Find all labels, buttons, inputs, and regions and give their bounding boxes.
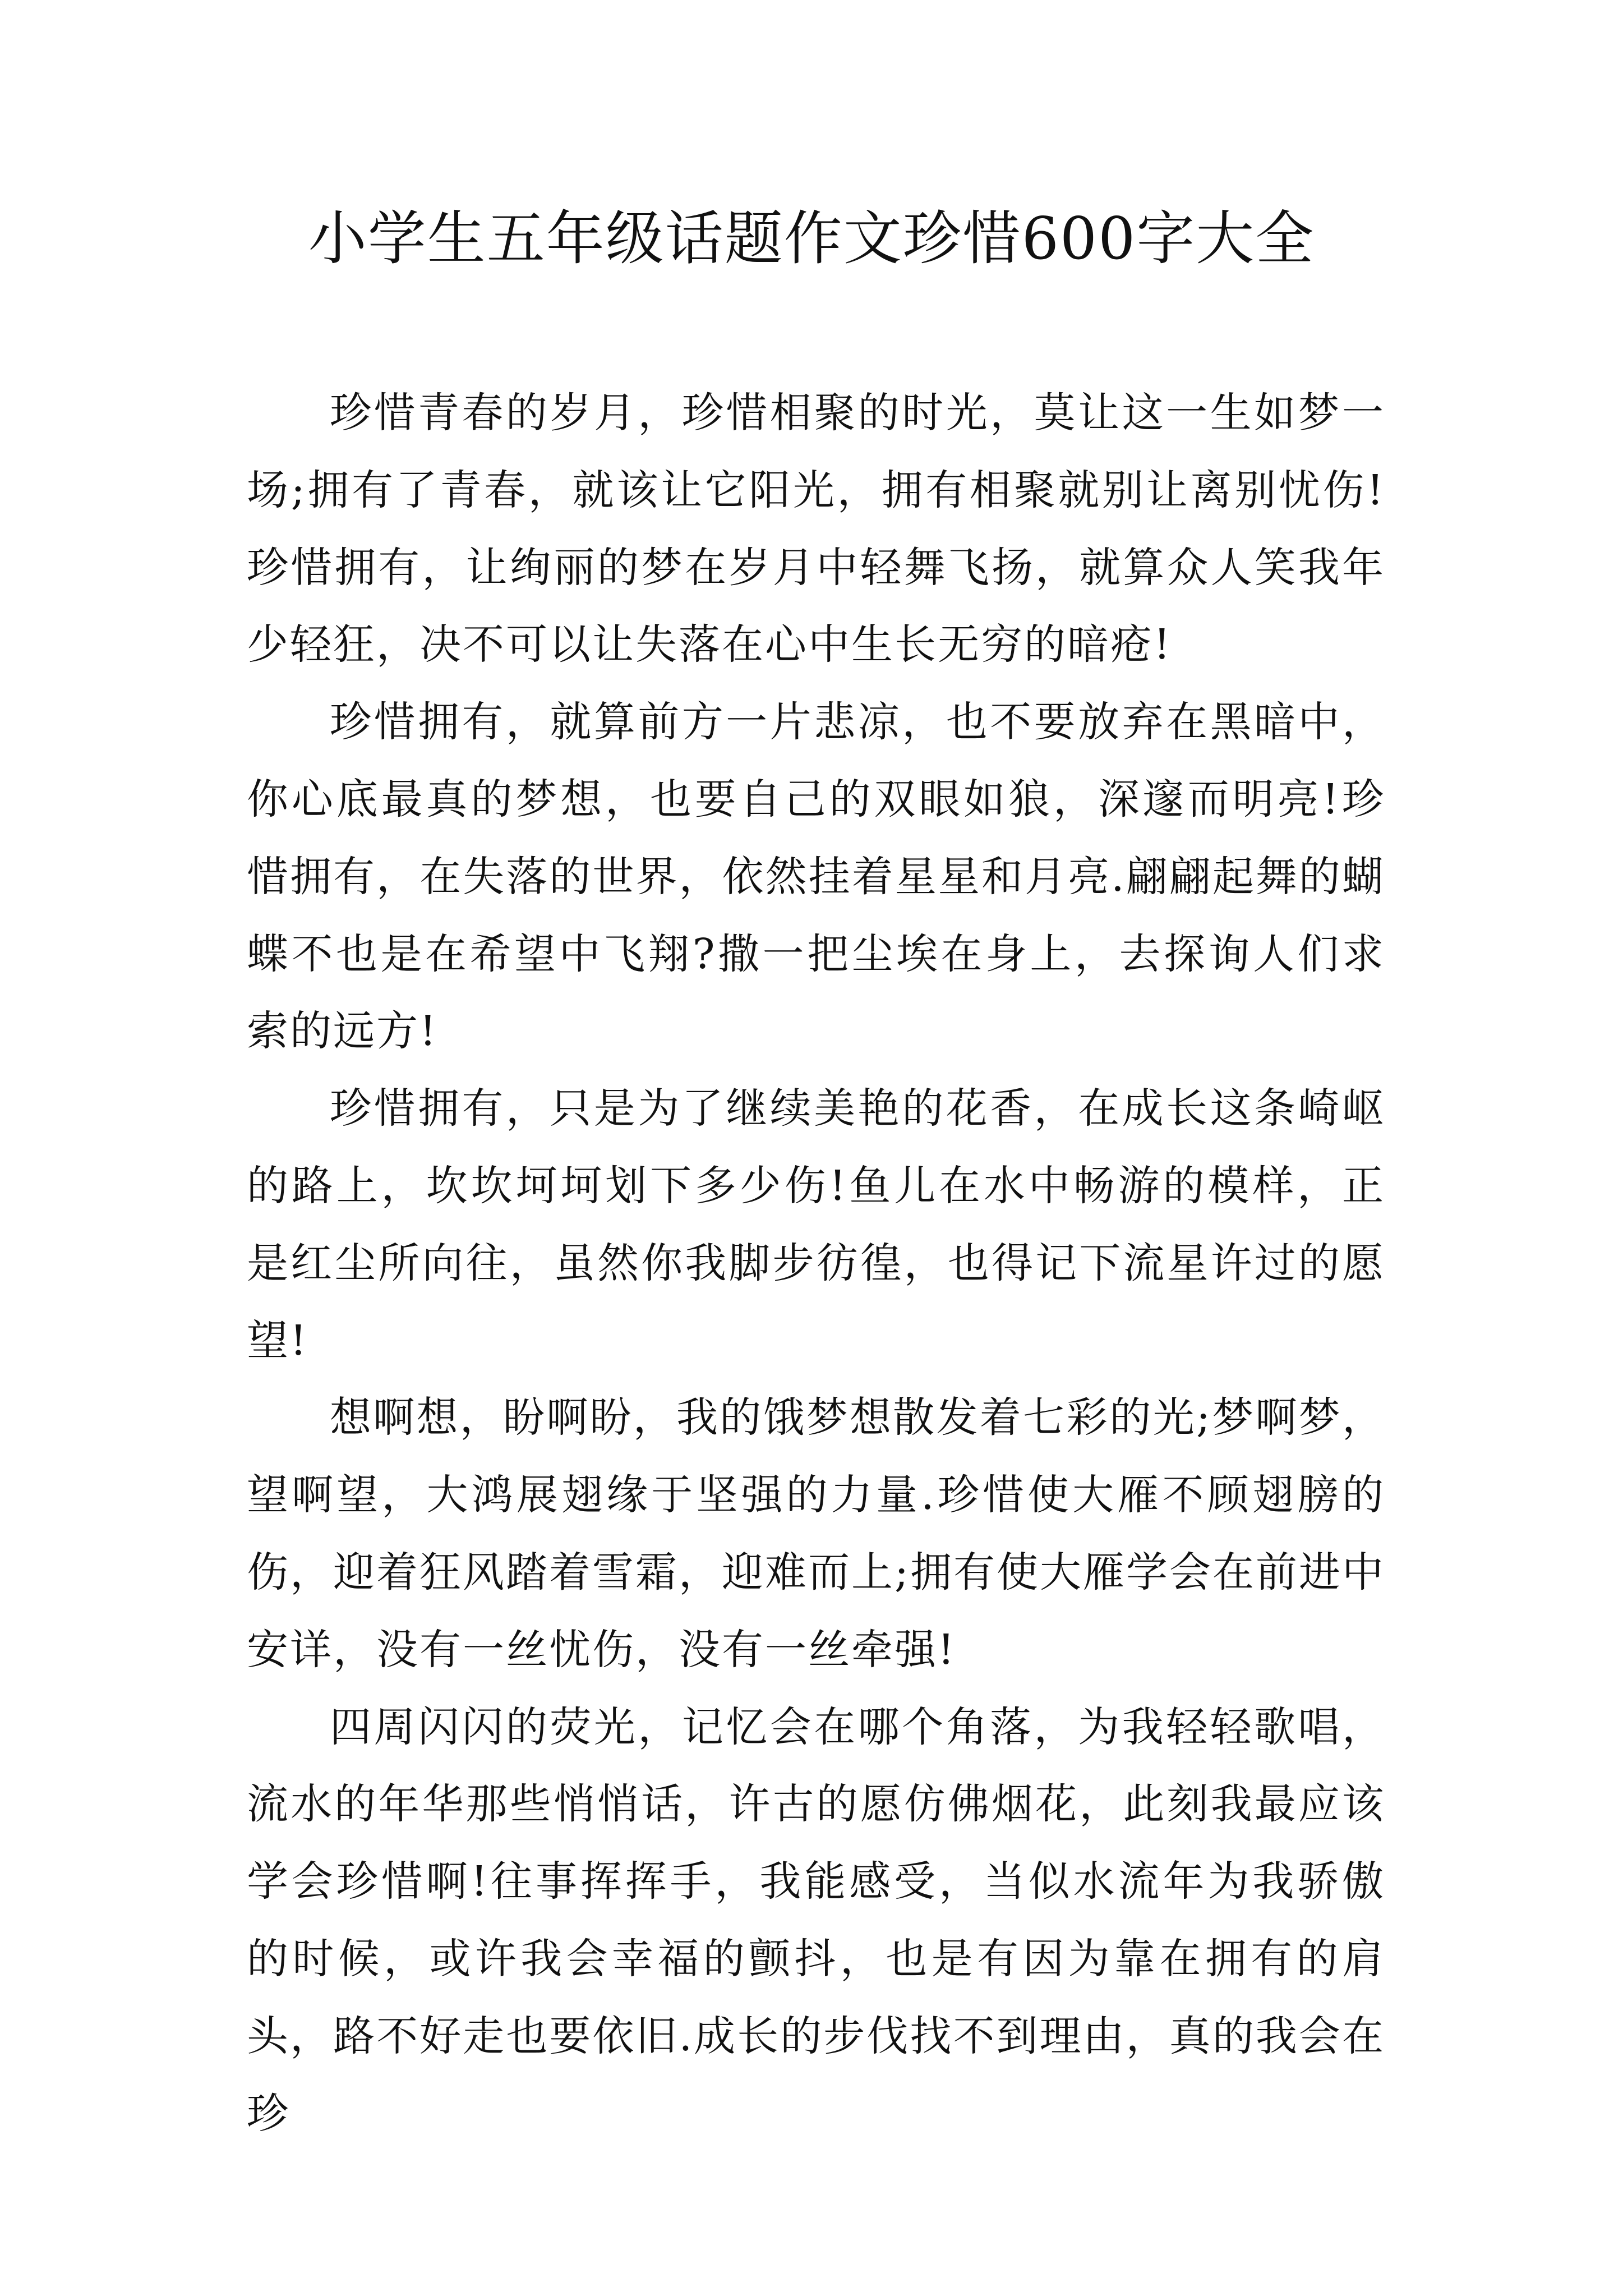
- document-title: 小学生五年级话题作文珍惜600字大全: [308, 204, 1315, 273]
- paragraph-2: 珍惜拥有，就算前方一片悲凉，也不要放弃在黑暗中，你心底最真的梦想，也要自己的双眼如狼，深邃而明亮!珍惜拥有，在失落的世界，依然挂着星星和月亮.翩翩起舞的蝴蝶不也是在希望中飞翔?撒一把尘埃在身上，去探询人们求索的远方!: [247, 698, 1385, 1056]
- paragraph-3: 珍惜拥有，只是为了继续美艳的花香，在成长这条崎岖的路上，坎坎坷坷划下多少伤!鱼儿在水中畅游的模样，正是红尘所向往，虽然你我脚步彷徨，也得记下流星许过的愿望!: [247, 1084, 1385, 1365]
- document-body: [247, 375, 1385, 2152]
- paragraph-1: 珍惜青春的岁月，珍惜相聚的时光，莫让这一生如梦一场;拥有了青春，就该让它阳光，拥有相聚就别让离别忧伤!珍惜拥有，让绚丽的梦在岁月中轻舞飞扬，就算众人笑我年少轻狂，决不可以让失落在心中生长无穷的暗疮!: [247, 389, 1385, 669]
- paragraph-4: 想啊想，盼啊盼，我的饿梦想散发着七彩的光;梦啊梦，望啊望，大鸿展翅缘于坚强的力量.珍惜使大雁不顾翅膀的伤，迎着狂风踏着雪霜，迎难而上;拥有使大雁学会在前进中安详，没有一丝忧伤，没有一丝牵强!: [247, 1393, 1385, 1674]
- paragraph-5: 四周闪闪的荧光，记忆会在哪个角落，为我轻轻歌唱，流水的年华那些悄悄话，许古的愿仿佛烟花，此刻我最应该学会珍惜啊!往事挥挥手，我能感受，当似水流年为我骄傲的时候，或许我会幸福的颤抖，也是有因为靠在拥有的肩头，路不好走也要依旧.成长的步伐找不到理由，真的我会在珍: [247, 1703, 1385, 2138]
